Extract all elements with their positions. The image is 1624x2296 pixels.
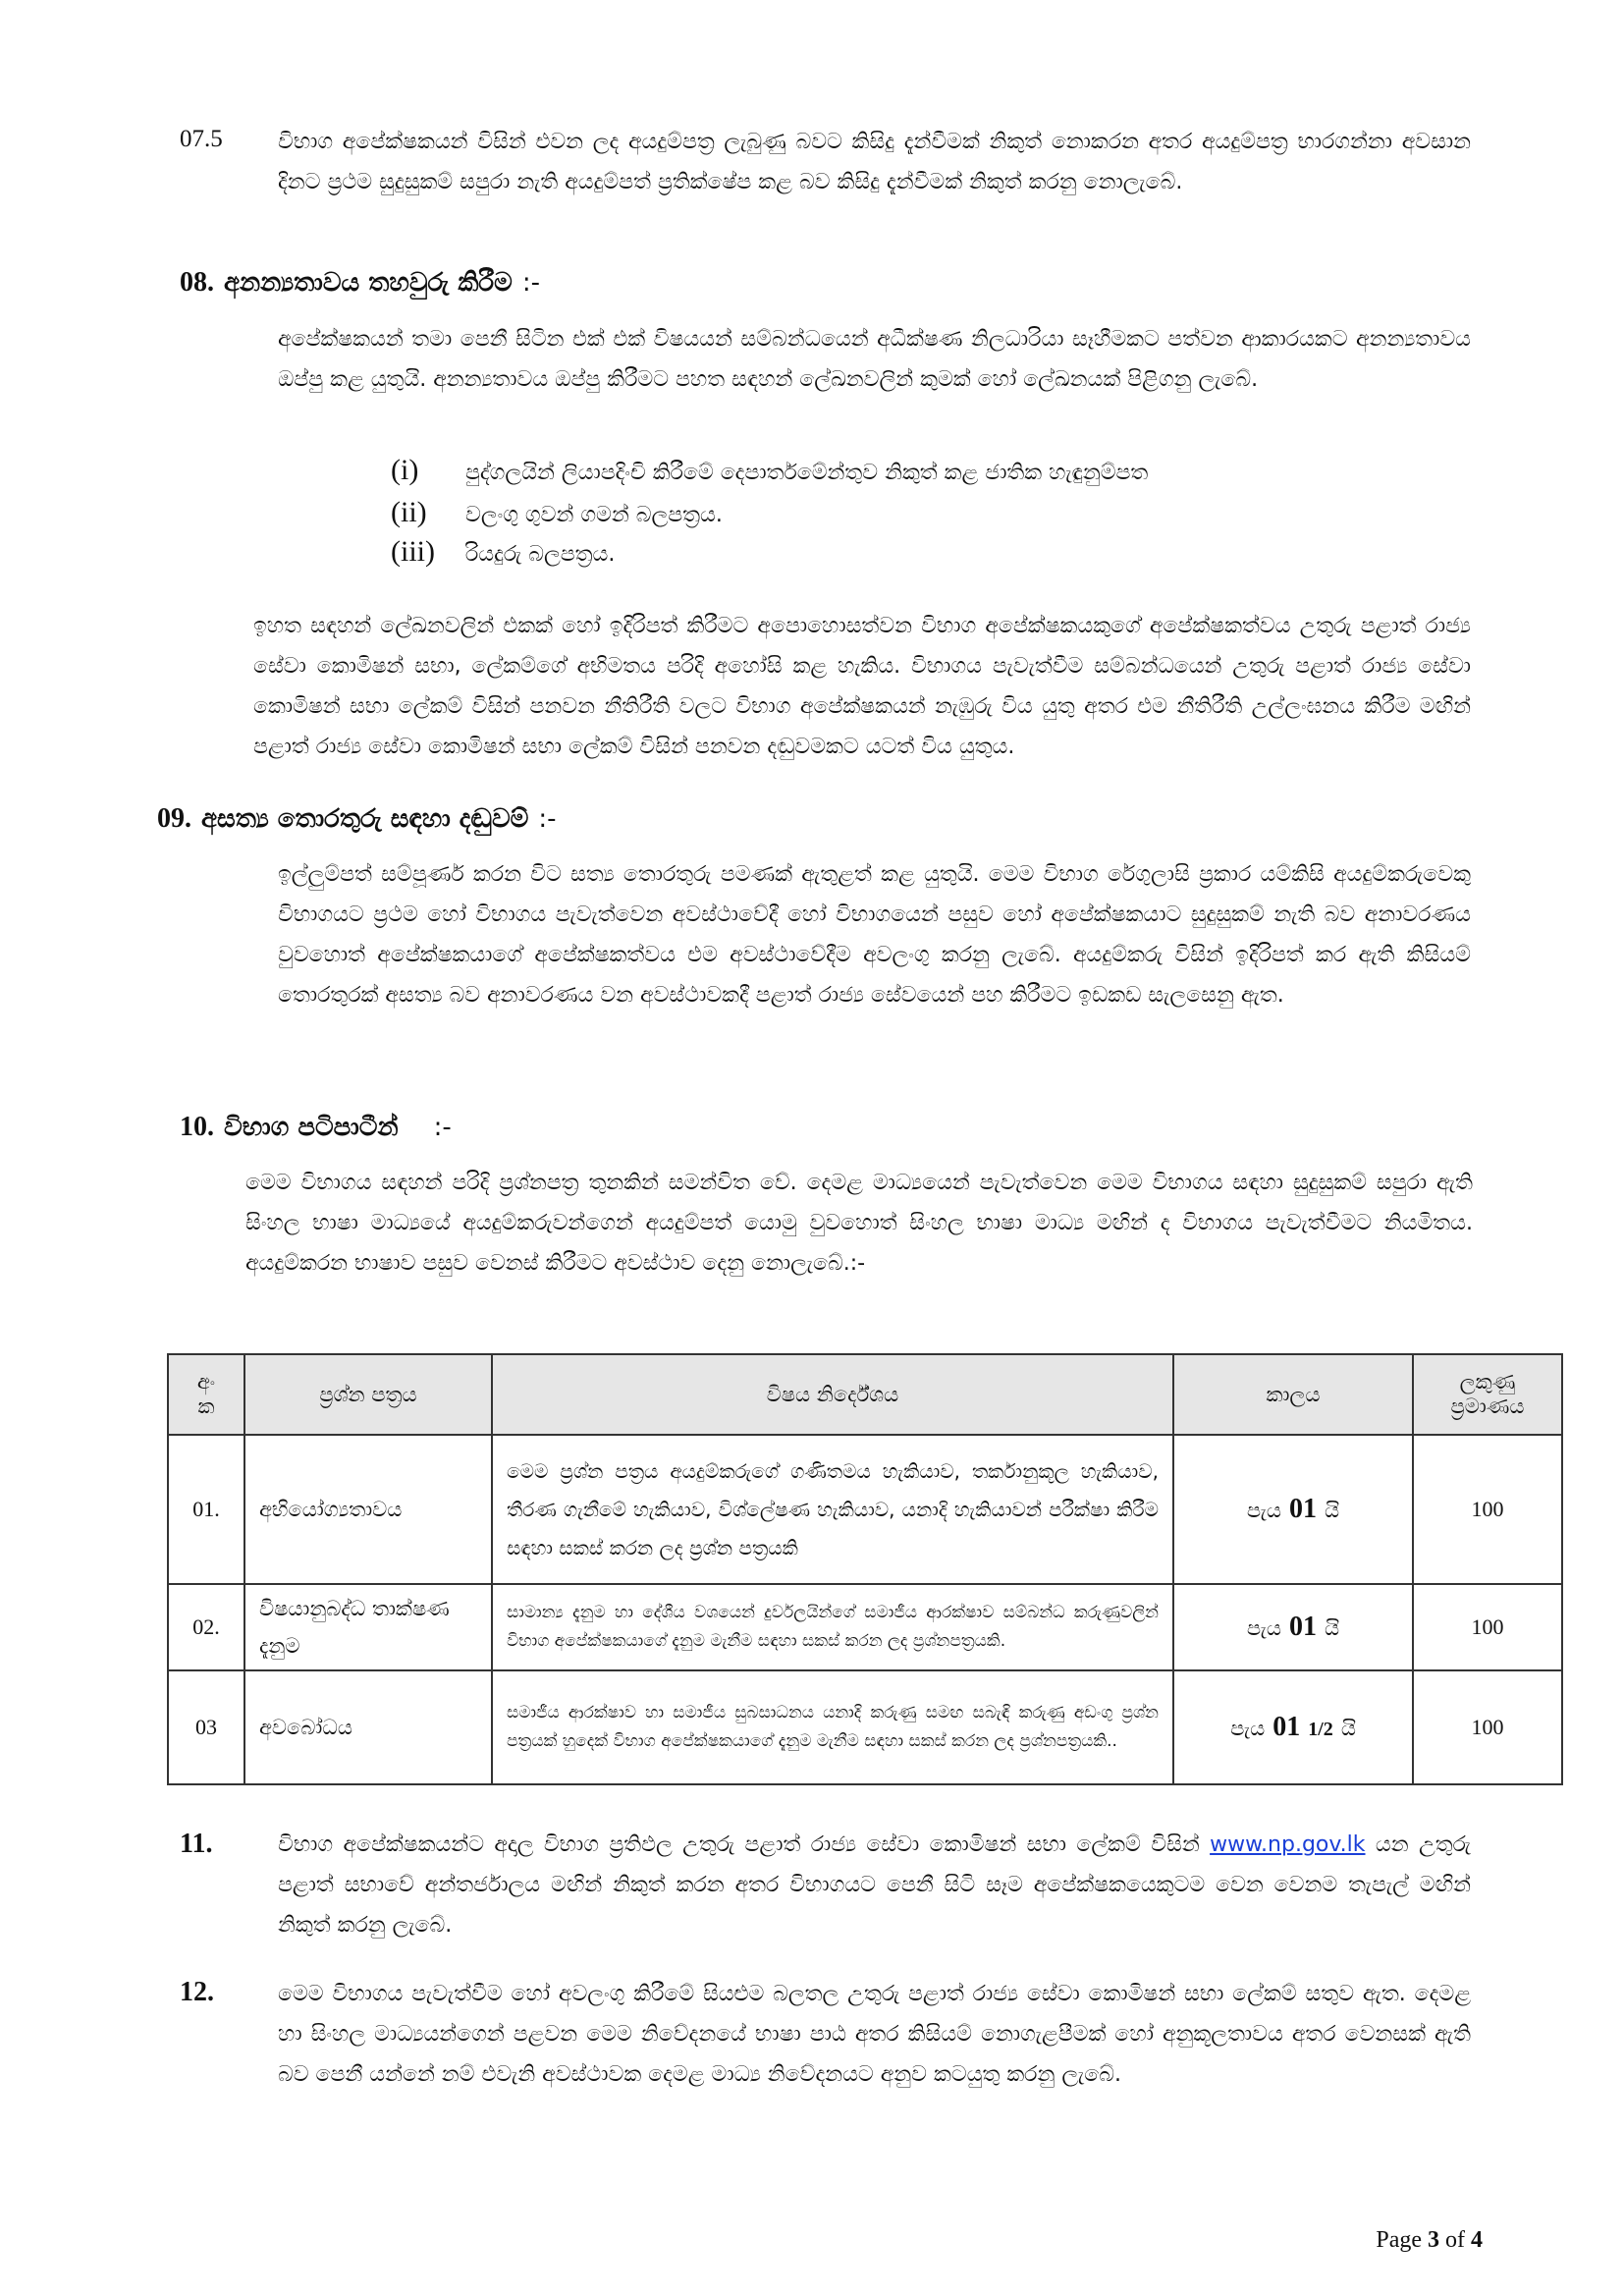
section-08-intro: අපේක්ෂකයන් තමා පෙනී සිටින එක් එක් විෂයයන් සම්බන්ධයෙන් අධීක්ෂණ නිලධාරියා සෑහීමකට පත්වන ආකාරයකට අනන්‍යතාවය ඔප්පු කළ යුතුයි. අනන්‍යතාවය ඔප්පු කිරීමට පහත සඳහන් ලේඛනවලින් කුමක් හෝ ලේඛනයක් පිළිගනු ලැබේ. bbox=[278, 327, 1471, 392]
row-1-marks: 100 bbox=[1413, 1435, 1562, 1584]
header-marks-bottom: ප්‍රමාණය bbox=[1450, 1394, 1525, 1418]
section-10-text: මෙම විභාගය සඳහන් පරිදි ප්‍රශ්නපත්‍ර තුනකින් සමන්විත වේ. දෙමළ මාධ්‍යයෙන් පැවැත්වෙන මෙම විභාගය සඳහා සුදුසුකම් සපුරා ඇති සිංහල භාෂා මාධ්‍යයේ අයදුම්කරුවන්ගෙන් අයදුම්පත් යොමු වුවහොත් සිංහල භාෂා මාධ්‍ය මඟින් ද විභාගය පැවැත්වීමට නියමිතය. අයදුම්කරන භාෂාව පසුව වෙනස් කිරීමට අවස්ථාව දෙනු නොලැබේ.:- bbox=[245, 1171, 1473, 1276]
row-3-paper: අවබෝධය bbox=[244, 1670, 492, 1784]
item-3-roman: (iii) bbox=[391, 535, 435, 568]
section-11-text bbox=[278, 1825, 1471, 1945]
id-document-item-1 bbox=[391, 454, 1148, 487]
row-2-syllabus: සාමාන්‍ය දැනුම හා දේශීය වශයෙන් දුර්වලයින්ගේ සමාජීය ආරක්ෂාව සම්බන්ධ කරුණුවලින් විභාග අපේක්ෂකයාගේ දැනුම මැනීම සඳහා සකස් කරන ලද ප්‍රශ්නපත්‍රයකි. bbox=[492, 1584, 1173, 1670]
section-09-title: අසත්‍ය තොරතුරු සඳහා දඬුවම් bbox=[201, 804, 529, 834]
section-08-number: 08. bbox=[180, 267, 214, 298]
table-row bbox=[168, 1670, 1562, 1784]
item-3-text: රියදුරු බලපත්‍රය. bbox=[465, 542, 616, 567]
section-10-heading bbox=[180, 1112, 452, 1143]
header-duration: කාලය bbox=[1173, 1354, 1413, 1435]
section-09-suffix: :- bbox=[538, 804, 557, 834]
header-number-bottom: ක bbox=[197, 1394, 215, 1418]
section-number-07-5: 07.5 bbox=[180, 126, 223, 152]
id-document-item-3 bbox=[391, 535, 615, 569]
row-1-duration-suffix: යි bbox=[1325, 1499, 1340, 1522]
row-3-duration-value: 01 bbox=[1272, 1712, 1301, 1742]
footer-current-page: 3 bbox=[1428, 2227, 1439, 2253]
section-08-closing: ඉහත සඳහන් ලේඛනවලින් එකක් හෝ ඉදිරිපත් කිරීමට අපොහොසත්වන විභාග අපේක්ෂකයකුගේ අපේක්ෂකත්වය උතුරු පළාත් රාජ්‍ය සේවා කොමිෂන් සභා, ලේකම්ගේ අභිමතය පරිදි අහෝසි කළ හැකිය. විභාගය පැවැත්වීම සම්බන්ධයෙන් උතුරු පළාත් රාජ්‍ය සේවා කොමිෂන් සභා ලේකම් විසින් පනවන නීතිරීති වලට විභාග අපේක්ෂකයන් නැඹුරු විය යුතු අතර එම නීතිරීති උල්ලංඝනය කිරීම මඟින් පළාත් රාජ්‍ය සේවා කොමිෂන් සභා ලේකම් විසින් පනවන දඬුවමකට යටත් විය යුතුය. bbox=[253, 614, 1471, 759]
item-1-text: පුද්ගලයින් ලියාපදිංචි කිරීමේ දෙපාර්තමේන්තුව නිකුත් කළ ජාතික හැඳුනුම්පත bbox=[465, 461, 1149, 485]
section-12-text: මෙම විභාගය පැවැත්වීම හෝ අවලංගු කිරීමේ සියළුම බලතල උතුරු පළාත් රාජ්‍ය සේවා කොමිෂන් සභා ලේකම් සතුව ඇත. දෙමළ හා සිංහල මාධ්‍යයන්ගෙන් පළවන මෙම නිවේදනයේ භාෂා පාඨ අතර කිසියම් නොගැළපීමක් හෝ අනුකූලතාවය අතර වෙනසක් ඇති බව පෙනී යන්නේ නම් එවැනි අවස්ථාවක දෙමළ මාධ්‍ය නිවේදනයට අනුව කටයුතු කරනු ලැබේ. bbox=[278, 1982, 1471, 2087]
row-1-duration-unit: පැය bbox=[1246, 1499, 1282, 1522]
row-1-paper: අභියෝග්‍යතාවය bbox=[244, 1435, 492, 1584]
row-3-duration-unit: පැය bbox=[1230, 1717, 1266, 1740]
section-09-number: 09. bbox=[157, 803, 191, 834]
section-08-suffix: :- bbox=[521, 268, 540, 298]
section-11-number: 11. bbox=[180, 1829, 213, 1859]
section-07-5-text: විභාග අපේක්ෂකයන් විසින් එවන ලද අයදුම්පත්‍ර ලැබුණු බවට කිසිදු දැන්වීමක් නිකුත් නොකරන අතර අයදුම්පත්‍ර භාරගන්නා අවසාන දිනට ප්‍රථම සුදුසුකම් සපුරා නැති අයදුම්පත් ප්‍රතික්ෂේප කළ බව කිසිදු දැන්වීමක් නිකුත් කරනු නොලැබේ. bbox=[278, 130, 1471, 194]
id-document-item-2 bbox=[391, 496, 723, 529]
row-3-duration-fraction: 1/2 bbox=[1308, 1719, 1333, 1740]
table-header-row bbox=[168, 1354, 1562, 1435]
item-1-roman: (i) bbox=[391, 454, 419, 486]
row-3-duration-suffix: යි bbox=[1340, 1717, 1356, 1740]
table-row bbox=[168, 1435, 1562, 1584]
header-number bbox=[168, 1354, 244, 1435]
row-1-syllabus: මෙම ප්‍රශ්න පත්‍රය අයදුම්කරුගේ ගණිතමය හැකියාව, තර්කානුකූල හැකියාව, තීරණ ගැනීමේ හැකියාව, විශ්ලේෂණ හැකියාව, යනාදි හැකියාවන් පරීක්ෂා කිරීම සඳහා සකස් කරන ලද ප්‍රශ්න පත්‍රයකි bbox=[492, 1435, 1173, 1584]
row-2-duration-suffix: යි bbox=[1325, 1616, 1340, 1640]
section-10-suffix: :- bbox=[433, 1113, 452, 1142]
header-syllabus: විෂය නිර්දේශය bbox=[492, 1354, 1173, 1435]
table-row bbox=[168, 1584, 1562, 1670]
row-2-duration-value: 01 bbox=[1289, 1612, 1318, 1642]
section-08-heading bbox=[180, 267, 540, 299]
item-2-roman: (ii) bbox=[391, 496, 427, 528]
section-08-title: අනන්‍යතාවය තහවුරු කිරීම bbox=[224, 268, 513, 298]
row-3-marks: 100 bbox=[1413, 1670, 1562, 1784]
np-gov-website-link[interactable]: www.np.gov.lk bbox=[1210, 1832, 1366, 1857]
section-09-text: ඉල්ලුම්පත් සම්පූර්ණ කරන විට සත්‍ය තොරතුරු පමණක් ඇතුළත් කළ යුතුයි. මෙම විභාග රේගුලාසි ප්‍රකාර යම්කිසි අයදුම්කරුවෙකු විභාගයට ප්‍රථම හෝ විභාගය පැවැත්වෙන අවස්ථාවේදී හෝ විභාගයෙන් පසුව හෝ අපේක්ෂකයාට සුදුසුකම් නැති බව අනාවරණය වුවහොත් අපේක්ෂකයාගේ අපේක්ෂකත්වය එම අවස්ථාවේදීම අවලංගු කරනු ලැබේ. අයදුම්කරු විසින් ඉදිරිපත් කර ඇති කිසියම් තොරතුරක් අසත්‍ය බව අනාවරණය වන අවස්ථාවකදී පළාත් රාජ්‍ය සේවයෙන් පහ කිරීමට ඉඩකඩ සැලසෙනු ඇත. bbox=[278, 862, 1471, 1008]
section-10-title: විභාග පටිපාටීන් bbox=[224, 1113, 399, 1142]
header-marks-top: ලකුණු bbox=[1459, 1370, 1516, 1394]
section-09-heading bbox=[157, 803, 557, 835]
exam-papers-table bbox=[167, 1353, 1563, 1785]
row-2-duration-unit: පැය bbox=[1246, 1616, 1282, 1640]
header-marks bbox=[1413, 1354, 1562, 1435]
row-2-duration bbox=[1173, 1584, 1413, 1670]
footer-total-pages: 4 bbox=[1471, 2227, 1483, 2253]
section-11-text-after: යන උතුරු පළාත් සභාවේ අන්තර්ජාලය මඟින් නිකුත් කරන අතර විභාගයට පෙනී සිටි සෑම අපේක්ෂකයෙකුටම වෙන වෙනම තැපැල් මඟින් නිකුත් කරනු ලැබේ. bbox=[278, 1832, 1471, 1938]
page-number-footer bbox=[1376, 2227, 1483, 2254]
row-2-number: 02. bbox=[168, 1584, 244, 1670]
row-3-duration bbox=[1173, 1670, 1413, 1784]
row-2-paper: විෂයානුබද්ධ තාක්ෂණ දැනුම bbox=[244, 1584, 492, 1670]
section-11-text-before: විභාග අපේක්ෂකයන්ට අදාල විභාග ප්‍රතිඵල උතුරු පළාත් රාජ්‍ය සේවා කොමිෂන් සභා ලේකම් විසින් bbox=[278, 1832, 1200, 1857]
header-paper: ප්‍රශ්න පත්‍රය bbox=[244, 1354, 492, 1435]
row-3-number: 03 bbox=[168, 1670, 244, 1784]
item-2-text: වලංගු ගුවන් ගමන් බලපත්‍රය. bbox=[465, 503, 723, 527]
section-12-number: 12. bbox=[180, 1977, 214, 2007]
row-2-marks: 100 bbox=[1413, 1584, 1562, 1670]
row-3-syllabus: සමාජීය ආරක්ෂාව හා සමාජීය සුබසාධනය යනාදි කරුණු සමඟ සබැඳි කරුණු අඩංගු ප්‍රශ්න පත්‍රයක් හුදෙක් විභාග අපේක්ෂකයාගේ දැනුම මැනීම සඳහා සකස් කරන ලද ප්‍රශ්නපත්‍රයකි.. bbox=[492, 1670, 1173, 1784]
header-number-top: අං bbox=[196, 1370, 216, 1394]
row-1-duration-value: 01 bbox=[1289, 1494, 1318, 1524]
footer-of-word: of bbox=[1445, 2227, 1465, 2253]
row-1-duration bbox=[1173, 1435, 1413, 1584]
row-1-number: 01. bbox=[168, 1435, 244, 1584]
footer-page-word: Page bbox=[1376, 2227, 1422, 2253]
section-10-number: 10. bbox=[180, 1112, 214, 1142]
